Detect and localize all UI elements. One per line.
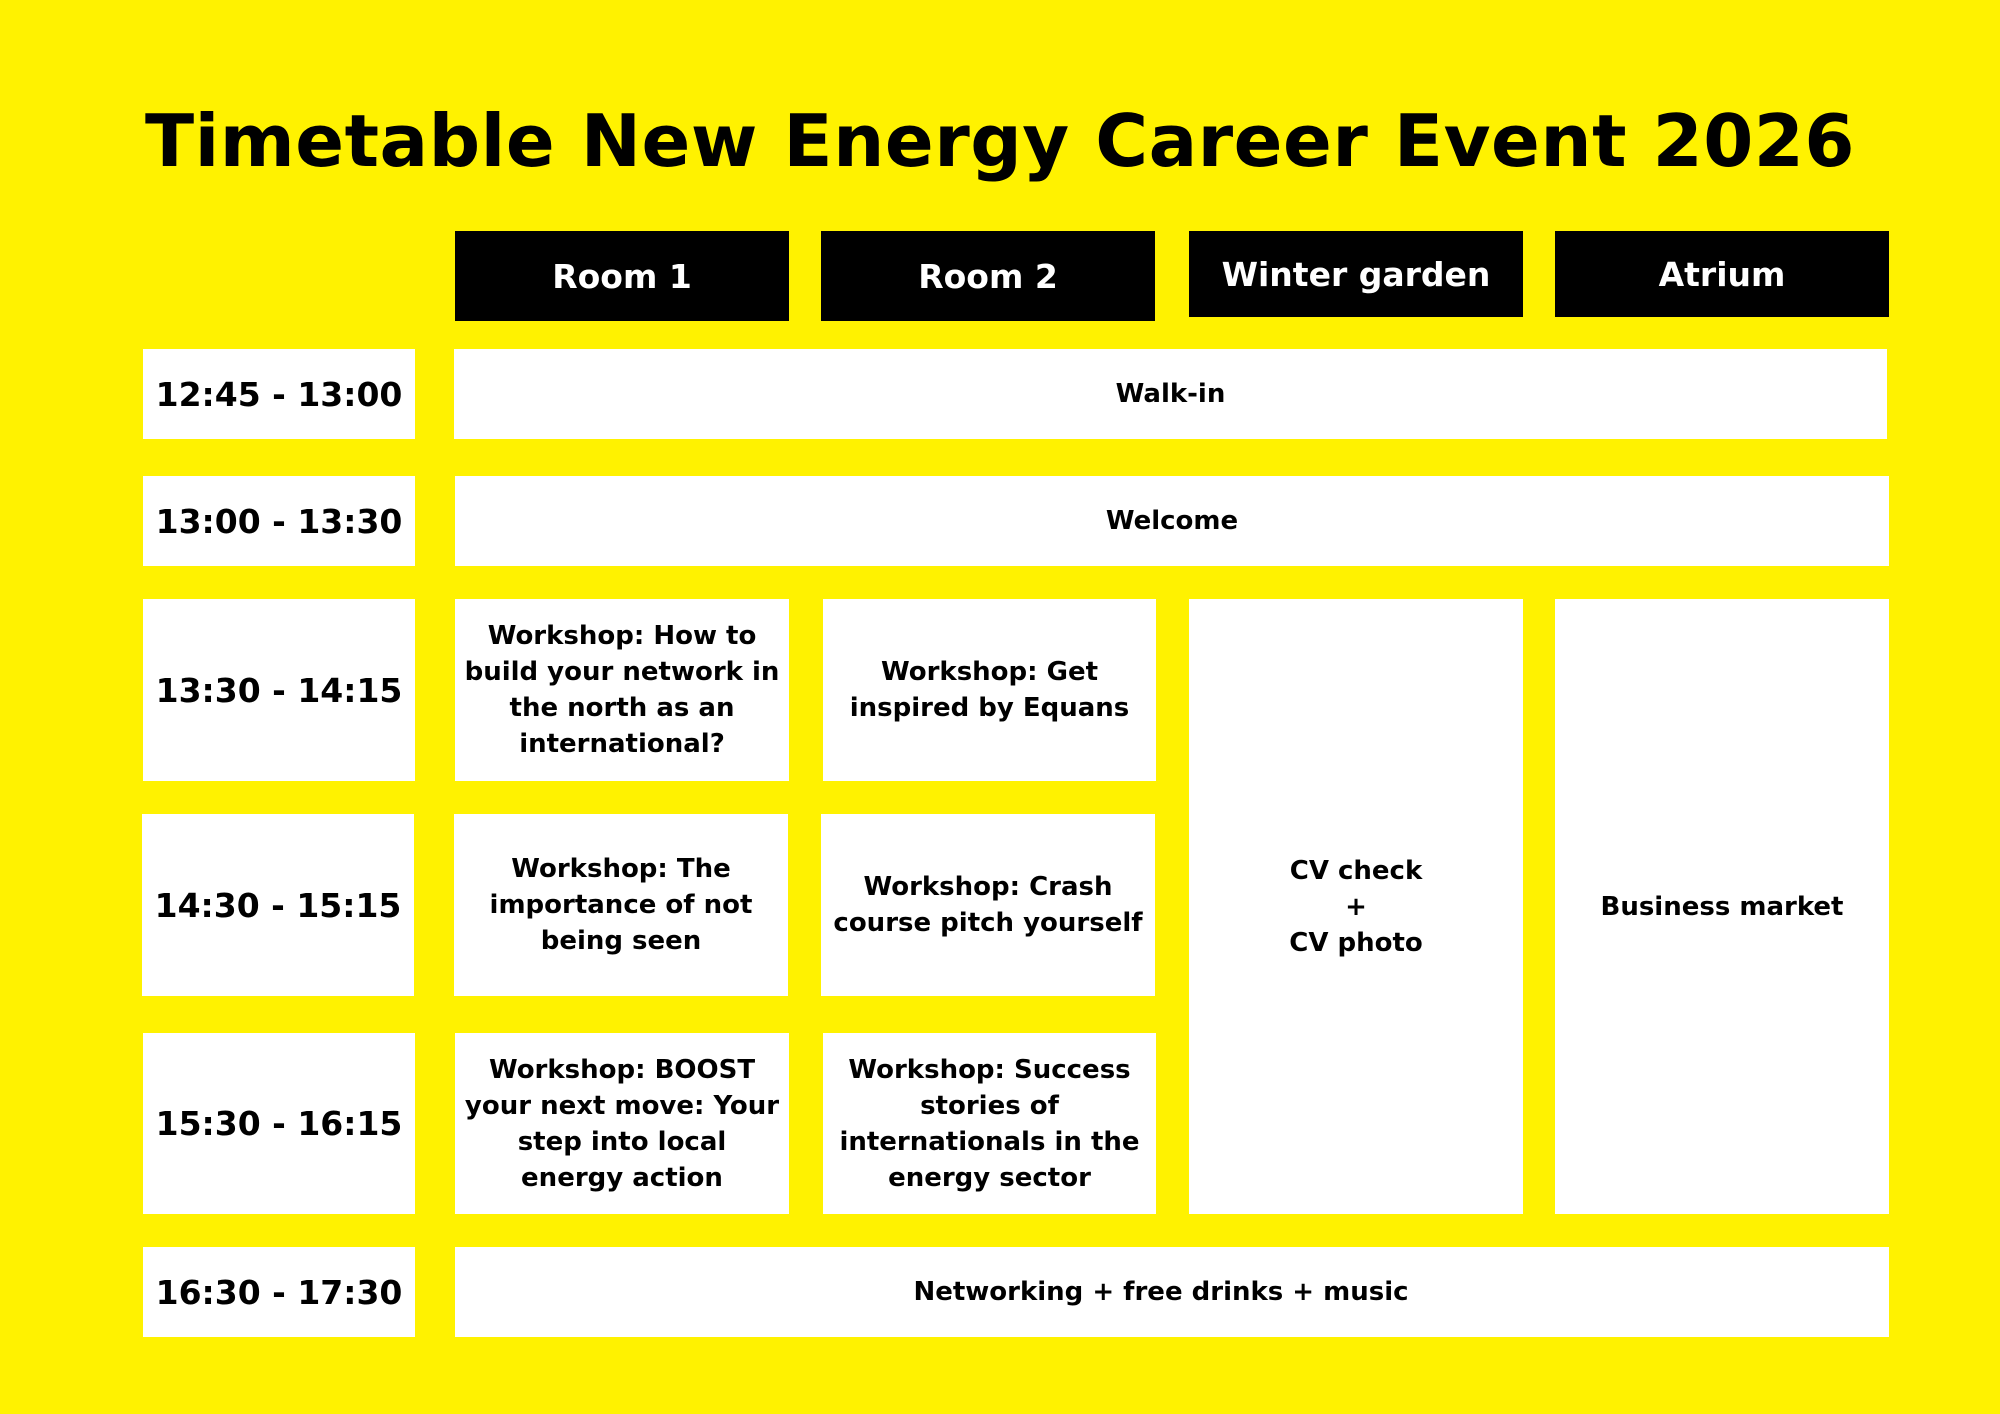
session-walk-in	[454, 349, 1887, 439]
session-label: Workshop: Success stories of internationals in the energy sector	[839, 1054, 1140, 1193]
session-label: CV photo	[1289, 927, 1423, 958]
session-label: Walk-in	[1115, 379, 1226, 409]
session-room-1-slot-2	[454, 814, 788, 996]
session-label: +	[1345, 891, 1367, 922]
session-label: Workshop: The importance of not being seen	[489, 854, 753, 956]
time-label: 13:30 - 14:15	[155, 670, 403, 710]
session-label: Workshop: BOOST your next move: Your step into local energy action	[464, 1054, 780, 1193]
session-welcome	[455, 476, 1889, 566]
time-slot	[143, 1033, 415, 1214]
time-slot	[142, 814, 414, 996]
room-header-label: Atrium	[1658, 254, 1786, 294]
session-cv-check	[1189, 599, 1523, 1214]
time-label: 15:30 - 16:15	[155, 1104, 403, 1143]
page-title: Timetable New Energy Career Event 2026	[144, 99, 1855, 183]
room-header-label: Room 1	[552, 256, 692, 296]
session-label: Workshop: Crash course pitch yourself	[833, 872, 1143, 938]
room-header-label: Room 2	[918, 256, 1058, 296]
session-business-market	[1555, 599, 1889, 1214]
time-label: 14:30 - 15:15	[154, 885, 402, 925]
session-label: CV check	[1289, 855, 1423, 886]
session-room-2-slot-1	[823, 599, 1156, 781]
session-label: Welcome	[1105, 506, 1239, 536]
room-header-winter-garden	[1189, 231, 1523, 317]
room-header-room-1	[455, 231, 789, 321]
time-label: 13:00 - 13:30	[155, 501, 403, 541]
time-slot	[143, 599, 415, 781]
room-header-room-2	[821, 231, 1155, 321]
session-room-1-slot-3	[455, 1033, 789, 1214]
session-label: Networking + free drinks + music	[913, 1277, 1409, 1307]
session-networking	[455, 1247, 1889, 1337]
session-room-2-slot-3	[823, 1033, 1156, 1214]
time-label: 12:45 - 13:00	[155, 374, 403, 414]
session-label: Workshop: Get inspired by Equans	[849, 657, 1130, 723]
session-room-1-slot-1	[455, 599, 789, 781]
time-slot	[143, 1247, 415, 1337]
time-slot	[143, 349, 415, 439]
session-label: Business market	[1600, 891, 1844, 922]
time-slot	[143, 476, 415, 566]
room-header-label: Winter garden	[1221, 254, 1491, 294]
session-label: Workshop: How to build your network in the north as an international?	[464, 621, 780, 759]
session-room-2-slot-2	[821, 814, 1155, 996]
time-label: 16:30 - 17:30	[155, 1272, 403, 1312]
room-header-atrium	[1555, 231, 1889, 317]
